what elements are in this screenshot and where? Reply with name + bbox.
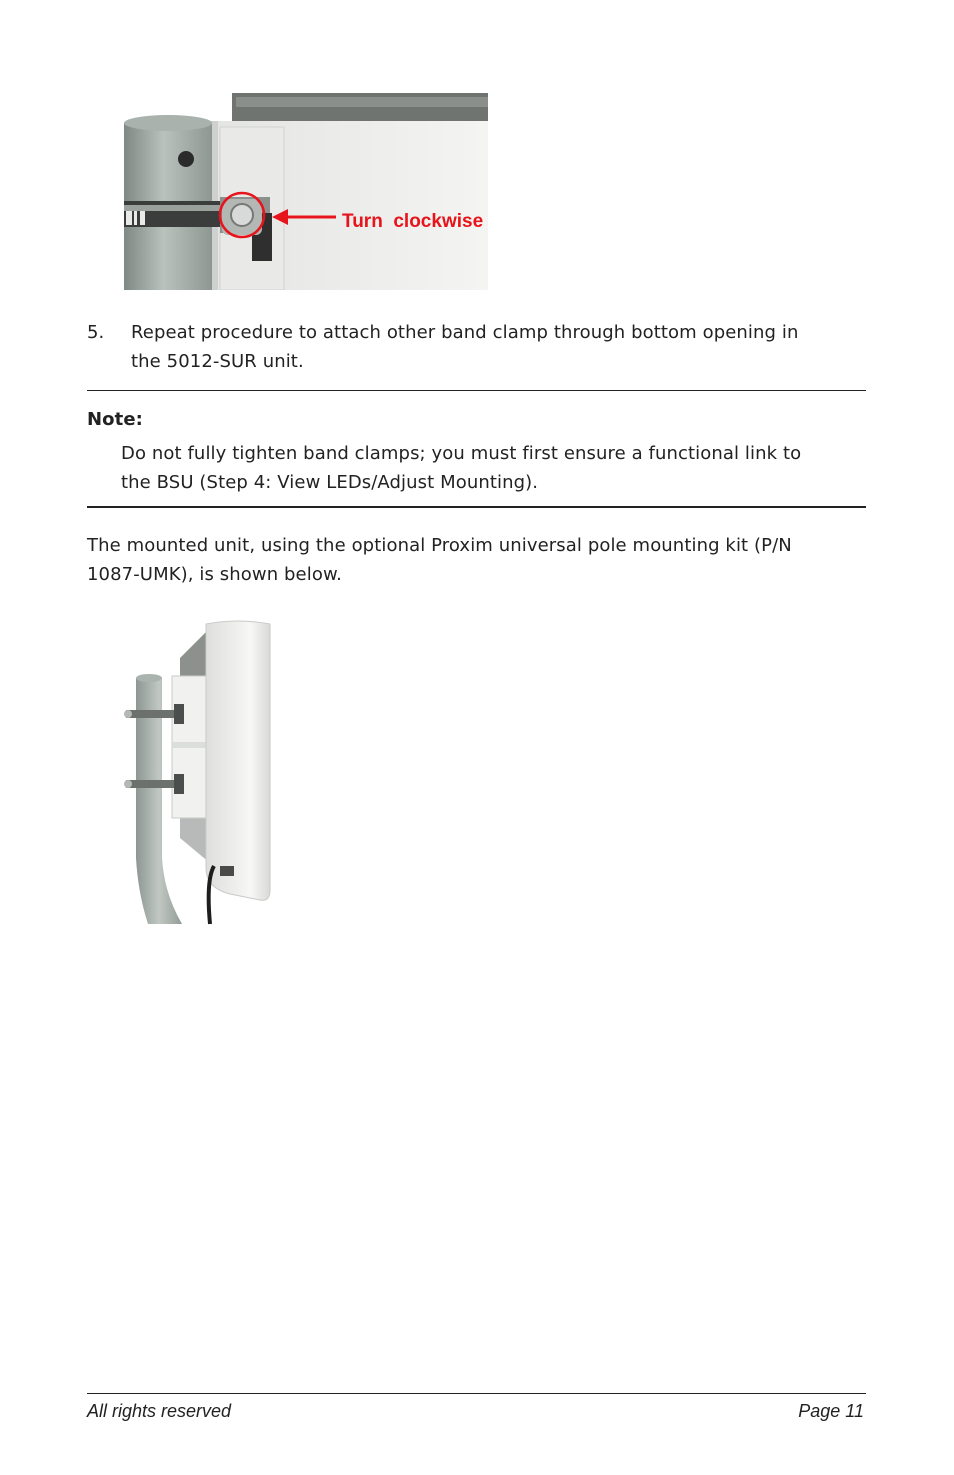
note-top-rule	[87, 390, 866, 391]
note-heading: Note:	[87, 409, 143, 430]
step-number: 5.	[87, 322, 105, 343]
paragraph-line-1: The mounted unit, using the optional Proxim universal pole mounting kit (P/N	[87, 535, 792, 556]
footer-rights: All rights reserved	[87, 1401, 232, 1421]
turn-clockwise-label: Turn clockwise	[342, 211, 484, 232]
footer-page-number: Page 11	[798, 1401, 864, 1421]
note-text-line-2: the BSU (Step 4: View LEDs/Adjust Mounting).	[121, 472, 539, 493]
step-text-line-1: Repeat procedure to attach other band clamp through bottom opening in	[131, 322, 799, 343]
note-bottom-rule	[87, 506, 866, 508]
paragraph-line-2: 1087-UMK), is shown below.	[87, 564, 342, 585]
note-text-line-1: Do not fully tighten band clamps; you must first ensure a functional link to	[121, 443, 802, 464]
footer-rule	[87, 1393, 866, 1394]
step-text-line-2: the 5012-SUR unit.	[131, 351, 304, 372]
mounted-unit-photo	[120, 618, 280, 926]
band-clamp-photo	[124, 93, 488, 290]
